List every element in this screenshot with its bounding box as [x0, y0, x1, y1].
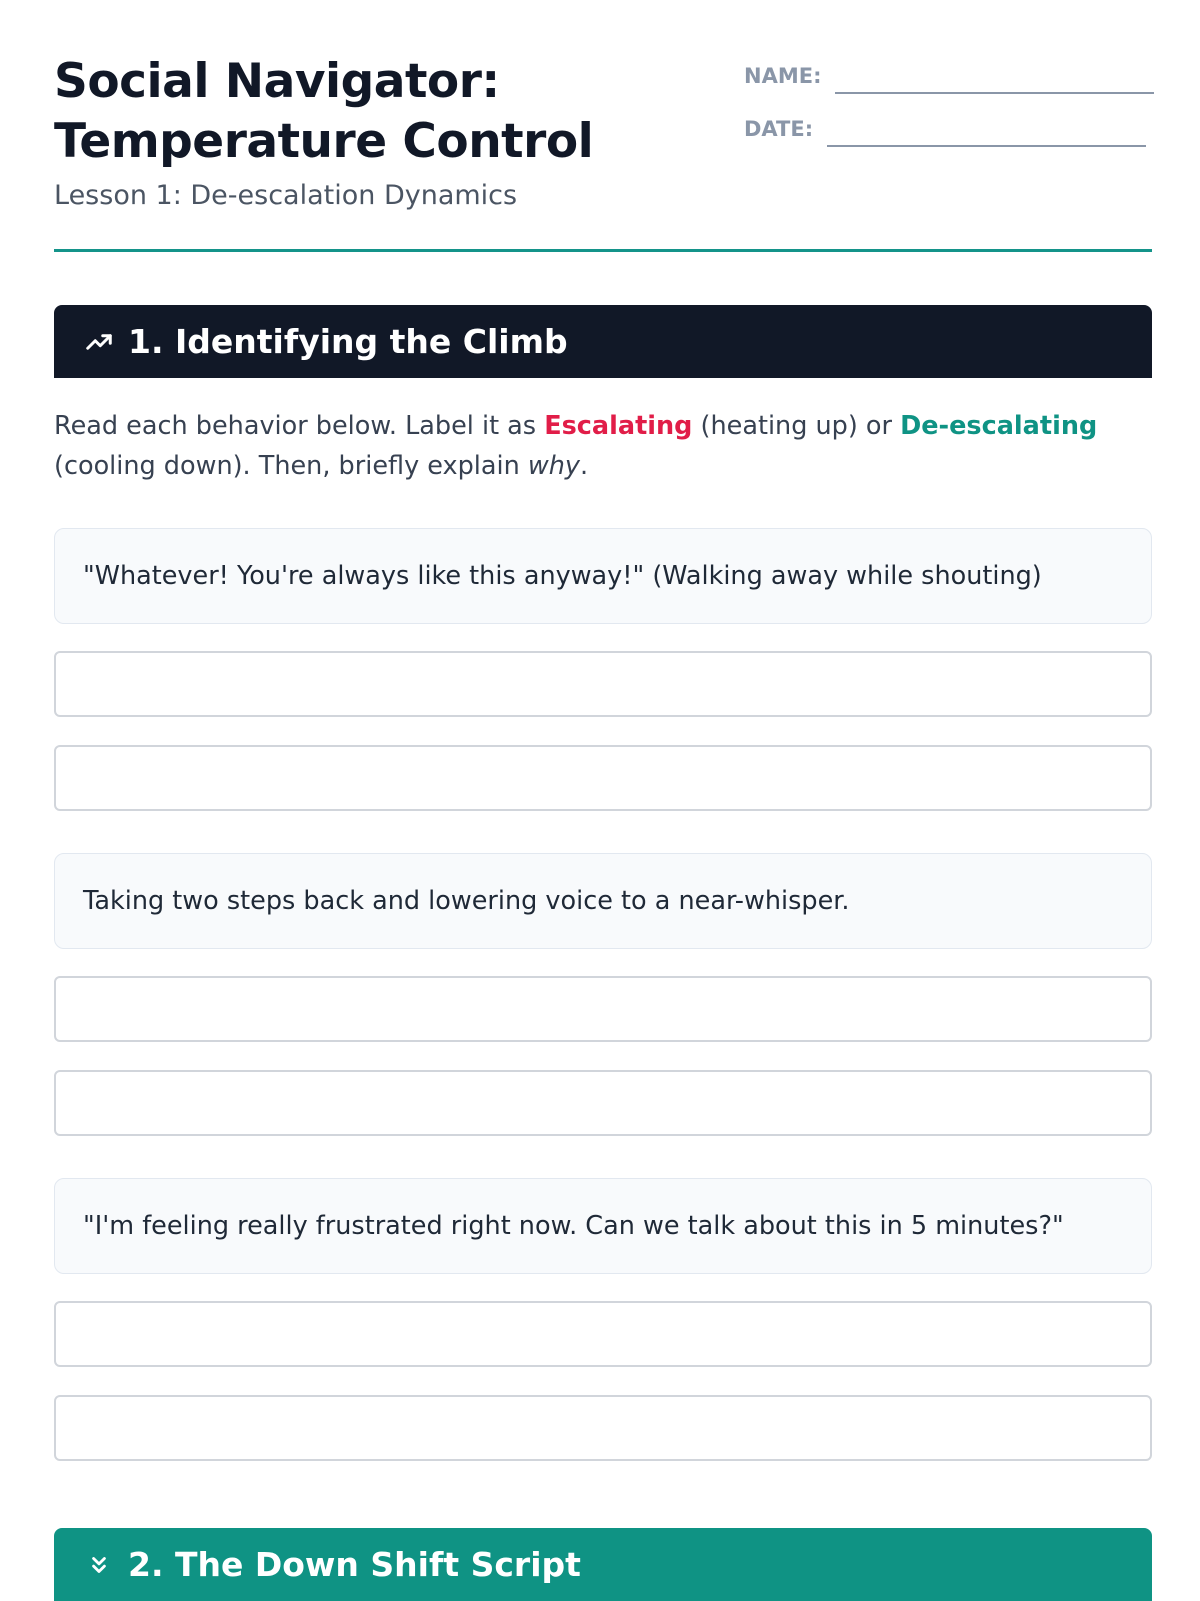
section-1-header	[54, 305, 1152, 378]
name-row	[744, 58, 1154, 94]
instructions-text-4: .	[579, 451, 589, 481]
worksheet-header	[54, 0, 1152, 252]
label-answer-field[interactable]	[54, 1301, 1152, 1367]
label-answer-field[interactable]	[54, 651, 1152, 717]
behavior-prompt-card: "Whatever! You're always like this anyway!" (Walking away while shouting)	[54, 528, 1152, 624]
label-answer-field[interactable]	[54, 976, 1152, 1042]
why-emphasis: why	[527, 451, 580, 481]
lesson-subtitle: Lesson 1: De-escalation Dynamics	[54, 180, 518, 211]
trending-up-icon	[82, 325, 116, 359]
deescalating-keyword: De-escalating	[900, 411, 1098, 441]
explanation-answer-field[interactable]	[54, 1395, 1152, 1461]
section-1-instructions	[54, 406, 1152, 486]
instructions-text-3: (cooling down). Then, briefly explain	[54, 451, 528, 481]
instructions-text-2: (heating up) or	[692, 411, 901, 441]
date-row	[744, 111, 1154, 147]
behavior-prompt-card: Taking two steps back and lowering voice to a near-whisper.	[54, 853, 1152, 949]
section-1-title: 1. Identifying the Climb	[128, 322, 568, 361]
escalating-keyword: Escalating	[544, 411, 693, 441]
section-2-title: 2. The Down Shift Script	[128, 1545, 581, 1584]
page-title: Social Navigator: Temperature Control	[54, 54, 594, 169]
explanation-answer-field[interactable]	[54, 745, 1152, 811]
behavior-prompt-card: "I'm feeling really frustrated right now. Can we talk about this in 5 minutes?"	[54, 1178, 1152, 1274]
worksheet-page	[54, 0, 1152, 1584]
student-info	[744, 58, 1154, 164]
name-field[interactable]	[835, 62, 1154, 94]
instructions-text-1: Read each behavior below. Label it as	[54, 411, 545, 441]
section-2-header	[54, 1528, 1152, 1601]
chevrons-down-icon	[82, 1548, 116, 1582]
explanation-answer-field[interactable]	[54, 1070, 1152, 1136]
date-field[interactable]	[827, 115, 1146, 147]
name-label: NAME:	[744, 64, 822, 88]
date-label: DATE:	[744, 117, 814, 141]
